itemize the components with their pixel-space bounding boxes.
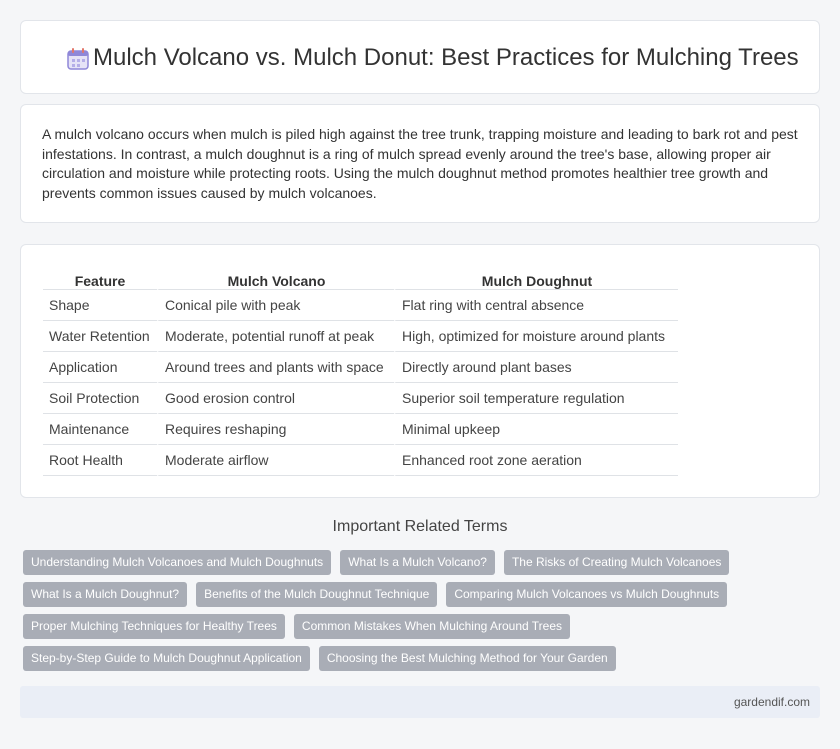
table-cell: Good erosion control [157, 383, 394, 414]
table-cell: Directly around plant bases [394, 352, 678, 383]
related-terms-title: Important Related Terms [332, 518, 508, 535]
table-cell: Root Health [43, 445, 157, 476]
related-terms-list [23, 550, 823, 678]
table-cell: Moderate airflow [157, 445, 394, 476]
tag-row [23, 646, 823, 671]
intro-card [20, 104, 820, 223]
tag-row [23, 582, 823, 607]
related-term-link[interactable]: Comparing Mulch Volcanoes vs Mulch Doughnuts [446, 582, 727, 607]
table-cell: Around trees and plants with space [157, 352, 394, 383]
table-cell: Requires reshaping [157, 414, 394, 445]
table-cell: Moderate, potential runoff at peak [157, 321, 394, 352]
table-row [43, 383, 678, 414]
table-cell: Maintenance [43, 414, 157, 445]
tag-row [23, 550, 823, 575]
page-title: Mulch Volcano vs. Mulch Donut: Best Practices for Mulching Trees [93, 44, 799, 71]
related-term-link[interactable]: What Is a Mulch Doughnut? [23, 582, 187, 607]
table-row [43, 414, 678, 445]
header-card [20, 20, 820, 94]
related-term-link[interactable]: Step-by-Step Guide to Mulch Doughnut Application [23, 646, 310, 671]
calendar-icon [65, 46, 91, 72]
related-term-link[interactable]: Understanding Mulch Volcanoes and Mulch Doughnuts [23, 550, 331, 575]
footer-site-link[interactable]: gardendif.com [733, 695, 810, 709]
table-header-row [43, 265, 678, 290]
table-cell: Enhanced root zone aeration [394, 445, 678, 476]
table-cell: Flat ring with central absence [394, 290, 678, 321]
table-cell: Conical pile with peak [157, 290, 394, 321]
related-term-link[interactable]: Choosing the Best Mulching Method for Your Garden [319, 646, 616, 671]
footer [20, 686, 820, 718]
table-cell: High, optimized for moisture around plants [394, 321, 678, 352]
table-row [43, 321, 678, 352]
table-cell: Minimal upkeep [394, 414, 678, 445]
table-cell: Superior soil temperature regulation [394, 383, 678, 414]
intro-text: A mulch volcano occurs when mulch is piled high against the tree trunk, trapping moisture and leading to bark rot and pest infestations. In contrast, a mulch doughnut is a ring of mulch spread evenly around the tree's base, allowing proper air circulation and moisture while protecting roots. Using the mulch doughnut method promotes healthier tree growth and prevents common issues caused by mulch volcanoes. [42, 126, 798, 201]
comparison-card [20, 244, 820, 498]
table-cell: Application [43, 352, 157, 383]
table-header: Mulch Volcano [157, 265, 394, 290]
related-term-link[interactable]: Benefits of the Mulch Doughnut Technique [196, 582, 437, 607]
table-header: Feature [43, 265, 157, 290]
related-term-link[interactable]: What Is a Mulch Volcano? [340, 550, 495, 575]
related-term-link[interactable]: Proper Mulching Techniques for Healthy Trees [23, 614, 285, 639]
table-row [43, 352, 678, 383]
table-row [43, 290, 678, 321]
related-term-link[interactable]: The Risks of Creating Mulch Volcanoes [504, 550, 729, 575]
table-cell: Soil Protection [43, 383, 157, 414]
tag-row [23, 614, 823, 639]
comparison-table [43, 265, 678, 476]
table-cell: Shape [43, 290, 157, 321]
table-header: Mulch Doughnut [394, 265, 678, 290]
table-cell: Water Retention [43, 321, 157, 352]
table-row [43, 445, 678, 476]
related-term-link[interactable]: Common Mistakes When Mulching Around Trees [294, 614, 570, 639]
